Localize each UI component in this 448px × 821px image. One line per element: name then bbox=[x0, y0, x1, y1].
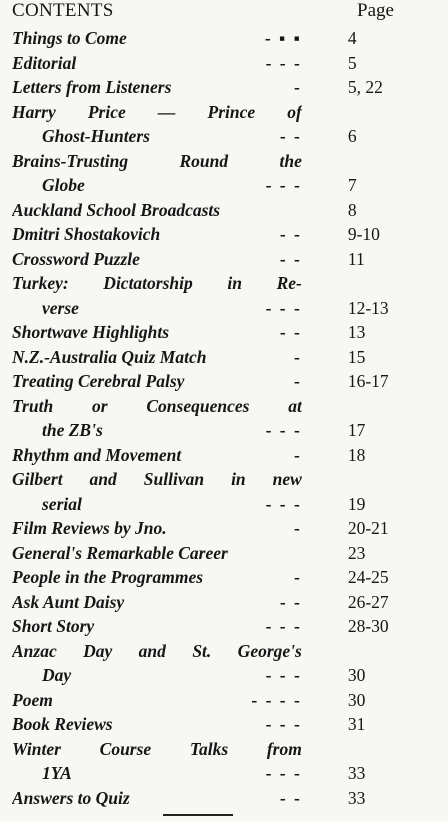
entry-title bbox=[12, 541, 302, 566]
entry-title-text: Harry Price — Prince of bbox=[12, 101, 302, 122]
dot-leader: - bbox=[294, 444, 302, 465]
entry-title-line bbox=[12, 639, 302, 664]
entry-title-text: Letters from Listeners bbox=[12, 77, 172, 97]
contents-entry bbox=[12, 247, 432, 272]
dot-leader: - - - - bbox=[251, 689, 302, 710]
entry-title bbox=[12, 639, 302, 688]
entry-page-number: 26-27 bbox=[347, 591, 389, 612]
entry-title-line bbox=[12, 173, 302, 198]
entry-title-line bbox=[12, 688, 302, 713]
dot-leader: - - bbox=[279, 787, 302, 808]
entry-title-line bbox=[12, 590, 302, 615]
entry-title bbox=[12, 100, 302, 149]
entry-title bbox=[12, 737, 302, 786]
entry-page-number: 24-25 bbox=[347, 567, 389, 587]
entry-title bbox=[12, 247, 302, 272]
entry-title bbox=[12, 75, 302, 100]
dot-leader: - - - bbox=[265, 297, 302, 318]
contents-entry bbox=[12, 737, 432, 786]
contents-entry bbox=[12, 394, 432, 443]
entry-page-number: 15 bbox=[347, 346, 366, 367]
contents-entry bbox=[12, 100, 432, 149]
entry-title-text: Answers to Quiz bbox=[12, 787, 130, 808]
contents-entry bbox=[12, 271, 432, 320]
entry-title bbox=[12, 345, 302, 370]
contents-entry bbox=[12, 467, 432, 516]
entry-title bbox=[12, 26, 302, 51]
entry-title bbox=[12, 688, 302, 713]
entry-page-number: 31 bbox=[347, 714, 366, 734]
entry-title-line bbox=[12, 345, 302, 370]
dot-leader: - - - bbox=[265, 714, 302, 734]
contents-entry bbox=[12, 688, 432, 713]
entry-title-line bbox=[12, 369, 302, 394]
entry-title-line bbox=[12, 198, 302, 223]
dot-leader: - ▪ ▪ bbox=[264, 28, 302, 48]
contents-entry bbox=[12, 712, 432, 737]
dot-leader: - bbox=[294, 346, 302, 367]
entry-title bbox=[12, 222, 302, 247]
entry-title-text: 1YA bbox=[42, 763, 72, 783]
entry-page-number: 30 bbox=[347, 665, 366, 685]
entry-title-line bbox=[12, 516, 302, 541]
entry-title-text: Day bbox=[42, 665, 72, 685]
contents-entry bbox=[12, 639, 432, 688]
entry-page-number: 5, 22 bbox=[347, 77, 383, 97]
contents-entry bbox=[12, 565, 432, 590]
entry-title-text: Auckland School Broadcasts bbox=[12, 199, 221, 220]
entry-title-line bbox=[12, 712, 302, 737]
divider-rule bbox=[163, 814, 233, 816]
entry-title bbox=[12, 590, 302, 615]
contents-entry bbox=[12, 222, 432, 247]
dot-leader: - bbox=[294, 371, 302, 391]
entry-title-text: Ghost-Hunters bbox=[42, 126, 150, 146]
entry-title-line bbox=[12, 149, 302, 174]
dot-leader: - - - bbox=[265, 175, 302, 195]
contents-entry bbox=[12, 51, 432, 76]
entry-title bbox=[12, 394, 302, 443]
entry-page-number: 20-21 bbox=[347, 518, 389, 538]
entry-title-text: serial bbox=[42, 493, 82, 514]
entry-title-line bbox=[12, 418, 302, 443]
contents-entry bbox=[12, 345, 432, 370]
dot-leader: - bbox=[294, 567, 302, 587]
entry-page-number: 11 bbox=[347, 248, 365, 269]
dot-leader: - - - bbox=[265, 420, 302, 440]
contents-list bbox=[12, 26, 432, 810]
entry-title-text: Treating Cerebral Palsy bbox=[12, 371, 185, 391]
dot-leader: - - - bbox=[265, 52, 302, 73]
entry-title-text: N.Z.-Australia Quiz Match bbox=[12, 346, 207, 367]
contents-entry bbox=[12, 75, 432, 100]
entry-title-text: Winter Course Talks from bbox=[12, 738, 302, 759]
entry-title-line bbox=[12, 565, 302, 590]
entry-title-line bbox=[12, 75, 302, 100]
entry-title-line bbox=[12, 394, 302, 419]
entry-title-line bbox=[12, 786, 302, 811]
contents-entry bbox=[12, 614, 432, 639]
entry-page-number: 33 bbox=[347, 787, 366, 808]
entry-page-number: 30 bbox=[347, 689, 366, 710]
entry-title-line bbox=[12, 100, 302, 125]
entry-title-line bbox=[12, 26, 302, 51]
entry-page-number: 18 bbox=[347, 444, 366, 465]
dot-leader: - - - bbox=[265, 665, 302, 685]
entry-title-line bbox=[12, 296, 302, 321]
contents-entry bbox=[12, 516, 432, 541]
entry-title-line bbox=[12, 320, 302, 345]
dot-leader: - - bbox=[279, 224, 302, 244]
contents-entry bbox=[12, 149, 432, 198]
entry-title-line bbox=[12, 737, 302, 762]
entry-title-line bbox=[12, 222, 302, 247]
entry-title-line bbox=[12, 443, 302, 468]
entry-title-text: Brains-Trusting Round the bbox=[12, 150, 302, 171]
entry-title-line bbox=[12, 124, 302, 149]
entry-title bbox=[12, 320, 302, 345]
entry-page-number: 28-30 bbox=[347, 616, 389, 636]
entry-title bbox=[12, 51, 302, 76]
entry-title-line bbox=[12, 51, 302, 76]
entry-page-number: 16-17 bbox=[347, 371, 389, 391]
entry-page-number: 23 bbox=[347, 542, 366, 563]
entry-title bbox=[12, 712, 302, 737]
entry-title-text: Turkey: Dictatorship in Re- bbox=[12, 273, 302, 293]
dot-leader: - bbox=[294, 77, 302, 97]
contents-entry bbox=[12, 786, 432, 811]
entry-title-text: Dmitri Shostakovich bbox=[12, 224, 161, 244]
entry-page-number: 12-13 bbox=[347, 297, 389, 318]
entry-title bbox=[12, 516, 302, 541]
entry-title-text: General's Remarkable Career bbox=[12, 542, 228, 563]
entry-title bbox=[12, 149, 302, 198]
entry-title-line bbox=[12, 492, 302, 517]
contents-entry bbox=[12, 443, 432, 468]
dot-leader: - - bbox=[279, 322, 302, 342]
entry-title-line bbox=[12, 614, 302, 639]
entry-page-number: 7 bbox=[347, 175, 357, 195]
dot-leader: - bbox=[294, 518, 302, 538]
entry-page-number: 9-10 bbox=[347, 224, 380, 244]
entry-title-line bbox=[12, 247, 302, 272]
contents-entry bbox=[12, 198, 432, 223]
entry-title-line bbox=[12, 663, 302, 688]
entry-page-number: 8 bbox=[347, 199, 357, 220]
contents-entry bbox=[12, 369, 432, 394]
entry-title-text: Gilbert and Sullivan in new bbox=[12, 469, 302, 489]
entry-title-text: Poem bbox=[12, 689, 53, 710]
entry-title-text: Film Reviews by Jno. bbox=[12, 518, 167, 538]
dot-leader: - - - bbox=[265, 493, 302, 514]
entry-title bbox=[12, 198, 302, 223]
contents-heading: CONTENTS bbox=[12, 0, 114, 21]
entry-title-text: Things to Come bbox=[12, 28, 127, 48]
entry-title-text: Book Reviews bbox=[12, 714, 113, 734]
entry-page-number: 4 bbox=[347, 28, 357, 48]
dot-leader: - - - bbox=[265, 763, 302, 783]
contents-entry bbox=[12, 541, 432, 566]
entry-title-text: Rhythm and Movement bbox=[12, 444, 182, 465]
entry-title-text: Crossword Puzzle bbox=[12, 248, 140, 269]
entry-page-number: 13 bbox=[347, 322, 366, 342]
entry-title bbox=[12, 467, 302, 516]
page-column-heading: Page bbox=[357, 0, 394, 21]
dot-leader: - - bbox=[279, 591, 302, 612]
entry-title-text: People in the Programmes bbox=[12, 567, 204, 587]
entry-title bbox=[12, 786, 302, 811]
entry-title-text: Editorial bbox=[12, 52, 77, 73]
dot-leader: - - bbox=[279, 126, 302, 146]
entry-title-text: Anzac Day and St. George's bbox=[12, 640, 302, 661]
contents-entry bbox=[12, 320, 432, 345]
entry-title bbox=[12, 565, 302, 590]
entry-title bbox=[12, 369, 302, 394]
contents-entry bbox=[12, 26, 432, 51]
entry-title bbox=[12, 271, 302, 320]
dot-leader: - - bbox=[279, 248, 302, 269]
entry-title-line bbox=[12, 271, 302, 296]
entry-title-line bbox=[12, 467, 302, 492]
entry-title bbox=[12, 614, 302, 639]
entry-title-text: Truth or Consequences at bbox=[12, 395, 302, 416]
entry-page-number: 6 bbox=[347, 126, 357, 146]
entry-title-text: Shortwave Highlights bbox=[12, 322, 170, 342]
entry-title-line bbox=[12, 541, 302, 566]
entry-page-number: 17 bbox=[347, 420, 366, 440]
entry-title-text: verse bbox=[42, 297, 79, 318]
entry-page-number: 33 bbox=[347, 763, 366, 783]
entry-title-text: the ZB's bbox=[42, 420, 103, 440]
entry-page-number: 5 bbox=[347, 52, 357, 73]
entry-title-line bbox=[12, 761, 302, 786]
entry-title-text: Ask Aunt Daisy bbox=[12, 591, 125, 612]
entry-title bbox=[12, 443, 302, 468]
contents-entry bbox=[12, 590, 432, 615]
entry-title-text: Short Story bbox=[12, 616, 95, 636]
dot-leader: - - - bbox=[265, 616, 302, 636]
entry-title-text: Globe bbox=[42, 175, 85, 195]
entry-page-number: 19 bbox=[347, 493, 366, 514]
